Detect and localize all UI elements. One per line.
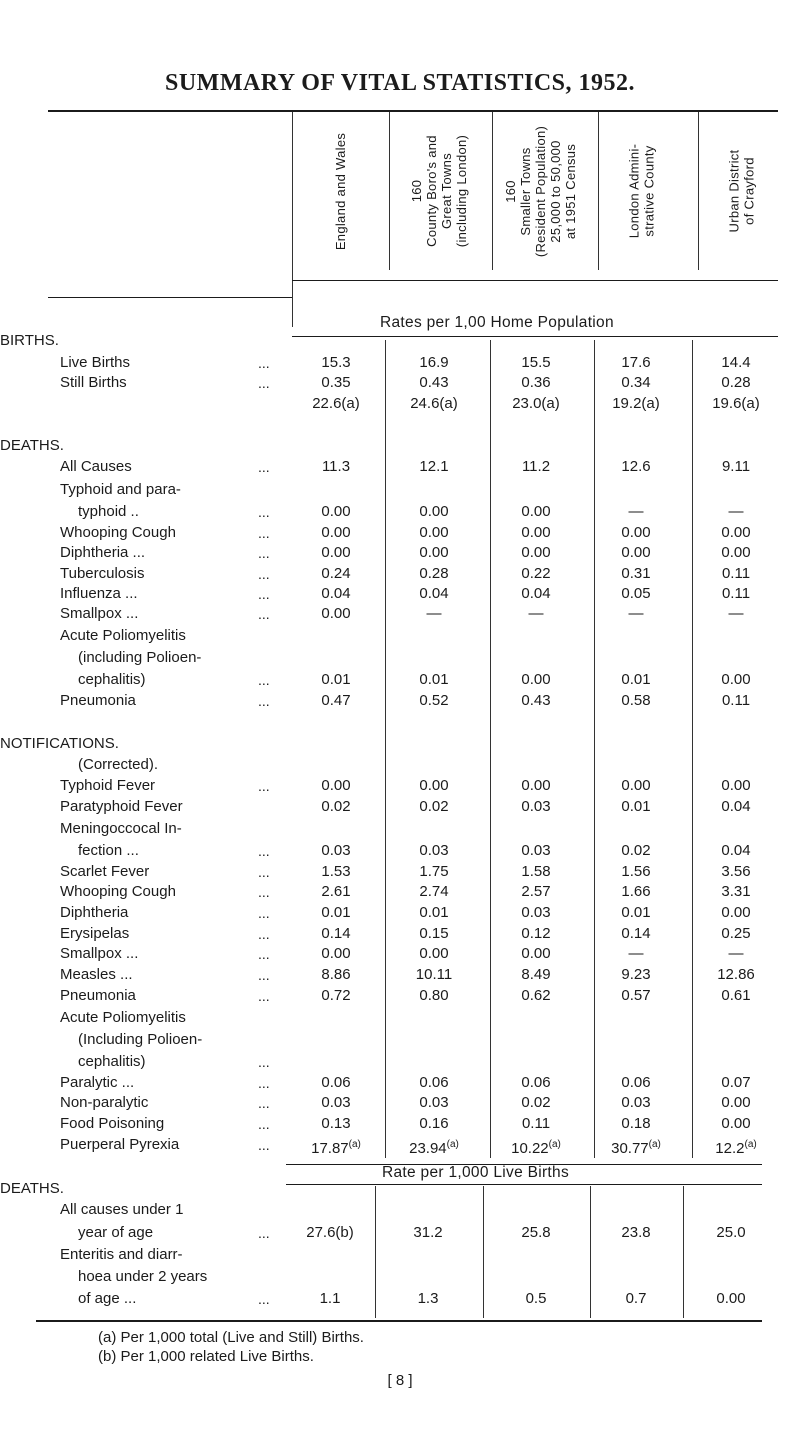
- value-cell: 8.86: [321, 966, 351, 983]
- value-cell: 0.00: [521, 503, 551, 520]
- row-label: Smallpox ...: [60, 945, 139, 962]
- header-divider: [389, 112, 390, 270]
- leader-dots: ...: [258, 693, 270, 709]
- table-row: [0, 819, 800, 839]
- row-label: Food Poisoning: [60, 1115, 165, 1132]
- row-label: All causes under 1: [60, 1201, 184, 1218]
- value-cell: 0.00: [321, 777, 351, 794]
- value-cell: 0.12: [521, 925, 551, 942]
- section-header-row: [0, 734, 800, 754]
- section-header-row: [0, 331, 800, 351]
- table-row: [0, 626, 800, 646]
- leader-dots: ...: [258, 1054, 270, 1070]
- value-cell: 0.01: [621, 904, 651, 921]
- page-number: [ 8 ]: [387, 1372, 413, 1389]
- row-label: fection ...: [78, 842, 139, 859]
- value-cell: 1.56: [621, 863, 651, 880]
- leader-dots: ...: [258, 926, 270, 942]
- footnote-a: (a) Per 1,000 total (Live and Still) Births.: [98, 1329, 364, 1346]
- header-rule-left: [48, 297, 292, 298]
- value-cell: 0.35: [321, 374, 351, 391]
- value-cell: 2.74: [419, 883, 449, 900]
- leader-dots: ...: [258, 864, 270, 880]
- table-row: [0, 480, 800, 500]
- value-cell: 0.06: [321, 1074, 351, 1091]
- value-cell: —: [728, 605, 744, 622]
- value-cell: 0.03: [419, 1094, 449, 1111]
- value-cell: 15.3: [321, 354, 351, 371]
- bottom-rule: [36, 1320, 762, 1322]
- value-cell: 0.00: [521, 524, 551, 541]
- value-cell: 16.9: [419, 354, 449, 371]
- value-cell: 14.4: [721, 354, 751, 371]
- value-cell: 0.11: [521, 1115, 551, 1132]
- table-row: [0, 1073, 800, 1093]
- value-cell: 0.00: [721, 524, 751, 541]
- value-cell: 0.00: [621, 777, 651, 794]
- row-label: Puerperal Pyrexia: [60, 1136, 180, 1153]
- section-title: NOTIFICATIONS.: [0, 735, 119, 752]
- leader-dots: ...: [258, 566, 270, 582]
- value-cell: 0.06: [621, 1074, 651, 1091]
- value-cell: —: [528, 605, 544, 622]
- value-cell: —: [728, 503, 744, 520]
- leader-dots: ...: [258, 1291, 270, 1307]
- value-cell: 23.8: [621, 1224, 651, 1241]
- value-cell: 0.58: [621, 692, 651, 709]
- row-label: Pneumonia: [60, 692, 136, 709]
- column-header-label: 160 County Boro's and Great Towns (including London): [409, 134, 469, 248]
- leader-dots: ...: [258, 1116, 270, 1132]
- value-cell: 0.13: [321, 1115, 351, 1132]
- value-cell: 0.00: [521, 671, 551, 688]
- table-row: [0, 523, 800, 543]
- value-cell: 0.00: [321, 544, 351, 561]
- value-cell: 0.00: [419, 503, 449, 520]
- value-cell: 0.43: [521, 692, 551, 709]
- leader-dots: ...: [258, 1225, 270, 1241]
- header-divider: [698, 112, 699, 270]
- value-cell: 0.28: [419, 565, 449, 582]
- value-cell: 1.3: [417, 1290, 439, 1307]
- table-row: [0, 1052, 800, 1072]
- value-cell: 0.34: [621, 374, 651, 391]
- table-row: [0, 1135, 800, 1155]
- header-divider: [598, 112, 599, 270]
- value-cell: 11.2: [521, 458, 551, 475]
- value-cell: 0.00: [419, 777, 449, 794]
- header-rule-right: [292, 280, 778, 281]
- value-cell: 0.03: [321, 1094, 351, 1111]
- value-cell: 0.00: [621, 544, 651, 561]
- value-cell: 0.80: [419, 987, 449, 1004]
- value-cell: 0.03: [321, 842, 351, 859]
- value-cell: 12.2$^{(a)}$: [715, 1139, 757, 1157]
- value-cell: 0.00: [521, 945, 551, 962]
- row-label: Paratyphoid Fever: [60, 798, 183, 815]
- value-cell: 0.04: [721, 842, 751, 859]
- value-cell: 19.2(a): [612, 395, 660, 412]
- table-row: [0, 1267, 800, 1287]
- value-cell: 0.22: [521, 565, 551, 582]
- row-label: Typhoid and para-: [60, 481, 181, 498]
- value-cell: 31.2: [413, 1224, 443, 1241]
- column-header-england-wales: [296, 112, 386, 270]
- section-title: DEATHS.: [0, 437, 64, 454]
- value-cell: 0.7: [625, 1290, 647, 1307]
- value-cell: 0.06: [521, 1074, 551, 1091]
- value-cell: 0.01: [621, 798, 651, 815]
- value-cell: 10.11: [415, 966, 453, 983]
- leader-dots: ...: [258, 778, 270, 794]
- value-cell: 9.11: [721, 458, 751, 475]
- row-label: Tuberculosis: [60, 565, 145, 582]
- value-cell: 12.86: [717, 966, 755, 983]
- table-row: [0, 797, 800, 817]
- section-header-row: [0, 1179, 800, 1199]
- value-cell: 0.16: [419, 1115, 449, 1132]
- value-cell: 1.58: [521, 863, 551, 880]
- value-cell: 0.07: [721, 1074, 751, 1091]
- row-label: (including Polioen-: [78, 649, 202, 666]
- row-label: Scarlet Fever: [60, 863, 150, 880]
- row-label: Meningoccocal In-: [60, 820, 182, 837]
- value-cell: 0.00: [321, 945, 351, 962]
- footnote-b: (b) Per 1,000 related Live Births.: [98, 1348, 314, 1365]
- value-cell: 23.94$^{(a)}$: [409, 1139, 459, 1157]
- value-cell: 0.00: [621, 524, 651, 541]
- row-label: Non-paralytic: [60, 1094, 149, 1111]
- table-row: [0, 965, 800, 985]
- leader-dots: ...: [258, 1075, 270, 1091]
- value-cell: 0.11: [721, 585, 751, 602]
- value-cell: —: [728, 945, 744, 962]
- value-cell: 0.02: [521, 1094, 551, 1111]
- value-cell: 0.00: [521, 777, 551, 794]
- table-row: [0, 841, 800, 861]
- table-row: [0, 1008, 800, 1028]
- value-cell: 0.03: [521, 798, 551, 815]
- value-cell: 0.00: [419, 544, 449, 561]
- table-row: [0, 1114, 800, 1134]
- value-cell: 25.8: [521, 1224, 551, 1241]
- leader-dots: ...: [258, 355, 270, 371]
- value-cell: 0.25: [721, 925, 751, 942]
- value-cell: 3.56: [721, 863, 751, 880]
- value-cell: 0.24: [321, 565, 351, 582]
- table-row: [0, 1223, 800, 1243]
- row-label: hoea under 2 years: [78, 1268, 208, 1285]
- value-cell: 0.11: [721, 565, 751, 582]
- row-label: Influenza ...: [60, 585, 138, 602]
- value-cell: 24.6(a): [410, 395, 458, 412]
- row-label: Pneumonia: [60, 987, 136, 1004]
- value-cell: 0.01: [419, 671, 449, 688]
- row-label: Whooping Cough: [60, 524, 176, 541]
- leader-dots: ...: [258, 545, 270, 561]
- row-label: Paralytic ...: [60, 1074, 135, 1091]
- leader-dots: ...: [258, 672, 270, 688]
- leader-dots: ...: [258, 843, 270, 859]
- leader-dots: ...: [258, 459, 270, 475]
- leader-dots: ...: [258, 946, 270, 962]
- value-cell: 0.05: [621, 585, 651, 602]
- value-cell: 0.03: [419, 842, 449, 859]
- row-label: Still Births: [60, 374, 127, 391]
- value-cell: 30.77$^{(a)}$: [611, 1139, 661, 1157]
- table-row: [0, 691, 800, 711]
- column-header-label: 160 Smaller Towns (Resident Population) 25,000 to 50,000 at 1951 Census: [503, 125, 579, 257]
- value-cell: 0.02: [419, 798, 449, 815]
- value-cell: 11.3: [321, 458, 351, 475]
- row-label: All Causes: [60, 458, 132, 475]
- row-label: Whooping Cough: [60, 883, 176, 900]
- row-label: Measles ...: [60, 966, 133, 983]
- value-cell: 0.03: [521, 904, 551, 921]
- value-cell: 12.1: [419, 458, 449, 475]
- value-cell: 10.22$^{(a)}$: [511, 1139, 561, 1157]
- table-row: [0, 862, 800, 882]
- row-label: Typhoid Fever: [60, 777, 156, 794]
- value-cell: 0.03: [621, 1094, 651, 1111]
- column-header-county-boros: [394, 112, 484, 270]
- column-header-label: England and Wales: [333, 132, 349, 250]
- value-cell: 0.04: [521, 585, 551, 602]
- value-cell: —: [628, 945, 644, 962]
- header-divider: [492, 112, 493, 270]
- value-cell: 0.01: [621, 671, 651, 688]
- value-cell: 0.18: [621, 1115, 651, 1132]
- table-row: [0, 373, 800, 393]
- row-label: Diphtheria ...: [60, 544, 146, 561]
- value-cell: 0.03: [521, 842, 551, 859]
- value-cell: 0.00: [721, 544, 751, 561]
- table-row: [0, 457, 800, 477]
- band-home-population: Rates per 1,00 Home Population: [380, 314, 614, 331]
- value-cell: 9.23: [621, 966, 651, 983]
- table-row: [0, 944, 800, 964]
- value-cell: —: [426, 605, 442, 622]
- leader-dots: ...: [258, 606, 270, 622]
- column-header-smaller-towns: [496, 112, 586, 270]
- value-cell: 0.02: [621, 842, 651, 859]
- table-row: [0, 604, 800, 624]
- table-row: [0, 755, 800, 775]
- leader-dots: ...: [258, 586, 270, 602]
- row-label: Diphtheria: [60, 904, 129, 921]
- value-cell: 0.00: [721, 777, 751, 794]
- leader-dots: ...: [258, 1095, 270, 1111]
- table-row: [0, 353, 800, 373]
- value-cell: 8.49: [521, 966, 551, 983]
- value-cell: 12.6: [621, 458, 651, 475]
- value-cell: 0.02: [321, 798, 351, 815]
- table-row: [0, 1030, 800, 1050]
- value-cell: 1.75: [419, 863, 449, 880]
- header-divider: [292, 112, 293, 327]
- leader-dots: ...: [258, 905, 270, 921]
- row-label: Smallpox ...: [60, 605, 139, 622]
- value-cell: 0.01: [419, 904, 449, 921]
- table-row: [0, 584, 800, 604]
- column-header-label: Urban District of Crayford: [726, 149, 756, 233]
- table-row: [0, 882, 800, 902]
- value-cell: 0.00: [321, 605, 351, 622]
- value-cell: 0.04: [419, 585, 449, 602]
- section-title: DEATHS.: [0, 1180, 64, 1197]
- value-cell: 0.61: [721, 987, 751, 1004]
- value-cell: 19.6(a): [712, 395, 760, 412]
- value-cell: 3.31: [721, 883, 751, 900]
- row-label: cephalitis): [78, 671, 146, 688]
- column-header-label: London Admini- strative County: [626, 143, 657, 239]
- table-row: [0, 924, 800, 944]
- value-cell: 1.66: [621, 883, 651, 900]
- value-cell: 0.00: [721, 1094, 751, 1111]
- value-cell: 25.0: [716, 1224, 746, 1241]
- value-cell: 0.11: [721, 692, 751, 709]
- value-cell: 15.5: [521, 354, 551, 371]
- value-cell: 0.00: [419, 524, 449, 541]
- value-cell: 0.14: [621, 925, 651, 942]
- table-row: [0, 1245, 800, 1265]
- value-cell: 0.06: [419, 1074, 449, 1091]
- value-cell: 0.00: [321, 503, 351, 520]
- value-cell: 0.52: [419, 692, 449, 709]
- column-header-crayford: [696, 112, 786, 270]
- table-row: [0, 564, 800, 584]
- value-cell: 17.87$^{(a)}$: [311, 1139, 361, 1157]
- value-cell: 1.53: [321, 863, 351, 880]
- value-cell: 0.36: [521, 374, 551, 391]
- value-cell: 0.57: [621, 987, 651, 1004]
- value-cell: 0.00: [721, 671, 751, 688]
- table-row: [0, 1289, 800, 1309]
- leader-dots: ...: [258, 988, 270, 1004]
- table-row: [0, 776, 800, 796]
- row-label: of age ...: [78, 1290, 137, 1307]
- table-row: [0, 543, 800, 563]
- value-cell: 0.00: [419, 945, 449, 962]
- row-label: Live Births: [60, 354, 131, 371]
- value-cell: 0.43: [419, 374, 449, 391]
- row-label: Acute Poliomyelitis: [60, 627, 186, 644]
- value-cell: 0.72: [321, 987, 351, 1004]
- value-cell: 0.01: [321, 671, 351, 688]
- table-row: [0, 986, 800, 1006]
- table-row: [0, 502, 800, 522]
- leader-dots: ...: [258, 1137, 270, 1153]
- row-label: typhoid ..: [78, 503, 139, 520]
- value-cell: 0.00: [521, 544, 551, 561]
- value-cell: 0.04: [721, 798, 751, 815]
- section-header-row: [0, 436, 800, 456]
- value-cell: 0.31: [621, 565, 651, 582]
- value-cell: 1.1: [319, 1290, 341, 1307]
- row-label: Enteritis and diarr-: [60, 1246, 183, 1263]
- value-cell: 0.15: [419, 925, 449, 942]
- table-row: [0, 648, 800, 668]
- leader-dots: ...: [258, 504, 270, 520]
- value-cell: 0.00: [716, 1290, 746, 1307]
- value-cell: 27.6(b): [306, 1224, 354, 1241]
- value-cell: 22.6(a): [312, 395, 360, 412]
- value-cell: —: [628, 503, 644, 520]
- value-cell: 0.47: [321, 692, 351, 709]
- value-cell: 0.5: [525, 1290, 547, 1307]
- value-cell: 0.28: [721, 374, 751, 391]
- leader-dots: ...: [258, 967, 270, 983]
- value-cell: 17.6: [621, 354, 651, 371]
- table-row: [0, 1200, 800, 1220]
- leader-dots: ...: [258, 884, 270, 900]
- table-row: [0, 1093, 800, 1113]
- table-row: [0, 670, 800, 690]
- value-cell: 23.0(a): [512, 395, 560, 412]
- value-cell: 2.61: [321, 883, 351, 900]
- value-cell: 0.00: [321, 524, 351, 541]
- table-row: [0, 394, 800, 414]
- value-cell: 0.14: [321, 925, 351, 942]
- value-cell: 0.00: [721, 904, 751, 921]
- value-cell: 0.04: [321, 585, 351, 602]
- section-title: BIRTHS.: [0, 332, 59, 349]
- row-label: year of age: [78, 1224, 154, 1241]
- leader-dots: ...: [258, 525, 270, 541]
- row-label: Acute Poliomyelitis: [60, 1009, 186, 1026]
- value-cell: 0.62: [521, 987, 551, 1004]
- row-label: Erysipelas: [60, 925, 130, 942]
- page-title: SUMMARY OF VITAL STATISTICS, 1952.: [164, 70, 635, 96]
- value-cell: —: [628, 605, 644, 622]
- row-label: (Including Polioen-: [78, 1031, 203, 1048]
- value-cell: 0.01: [321, 904, 351, 921]
- table-row: [0, 903, 800, 923]
- row-label: cephalitis): [78, 1053, 146, 1070]
- value-cell: 0.00: [721, 1115, 751, 1132]
- row-label: (Corrected).: [78, 756, 159, 773]
- band-live-births: Rate per 1,000 Live Births: [382, 1164, 570, 1181]
- value-cell: 2.57: [521, 883, 551, 900]
- leader-dots: ...: [258, 375, 270, 391]
- column-header-london-county: [596, 112, 686, 270]
